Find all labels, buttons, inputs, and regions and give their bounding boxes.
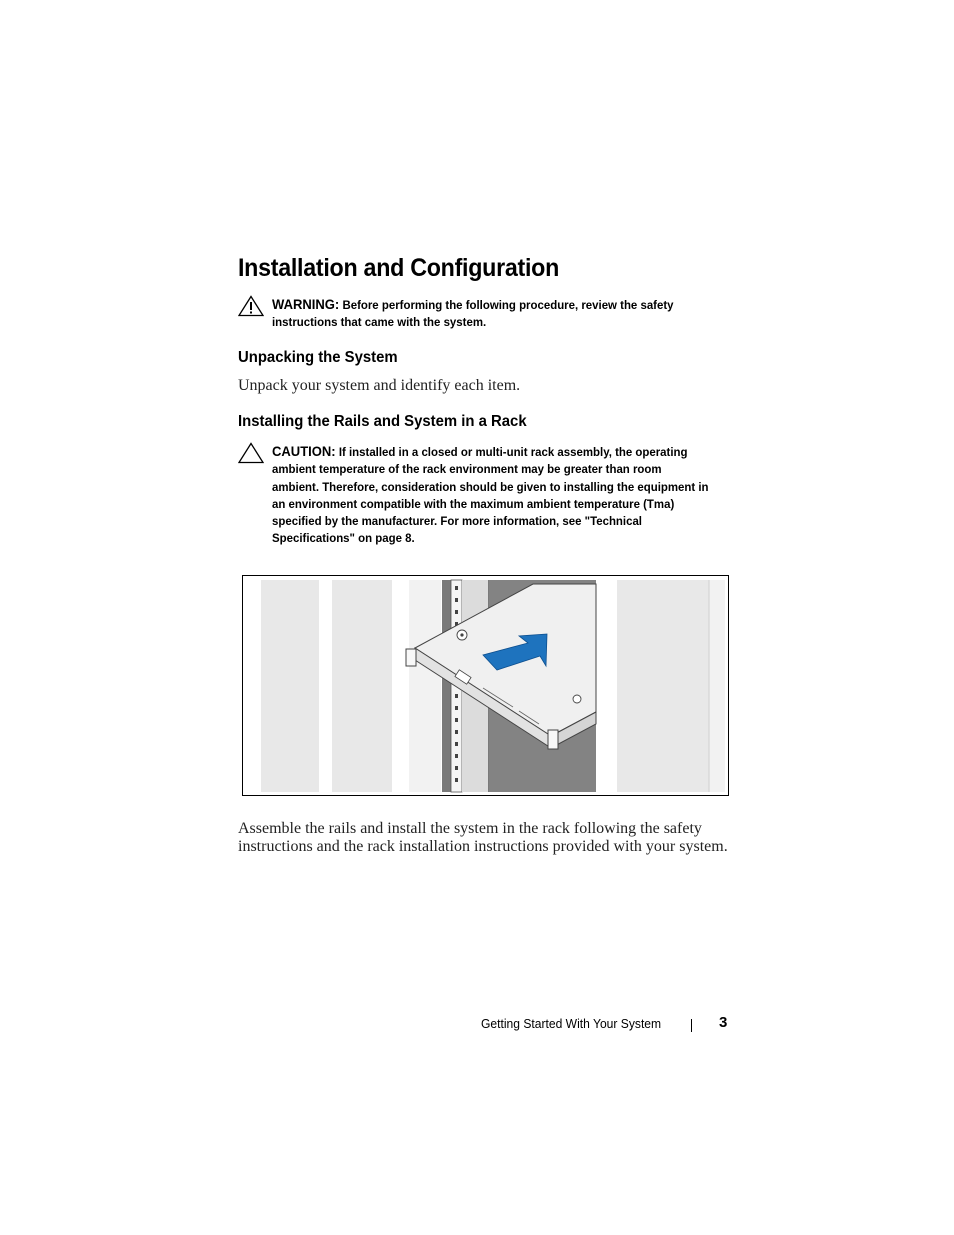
rack-installation-figure bbox=[242, 575, 729, 796]
server-rack-illustration bbox=[243, 576, 728, 795]
page-number: 3 bbox=[719, 1014, 728, 1031]
caution-text bbox=[272, 443, 709, 548]
unpacking-body: Unpack your system and identify each item. bbox=[238, 377, 521, 394]
warning-body: Before performing the following procedure, review the safety instructions that came with the system. bbox=[272, 298, 674, 330]
warning-label: WARNING: bbox=[272, 296, 340, 312]
warning-triangle-icon bbox=[238, 295, 264, 317]
section-title-unpacking: Unpacking the System bbox=[238, 349, 398, 366]
caution-notice bbox=[238, 442, 738, 552]
page-title: Installation and Configuration bbox=[238, 254, 559, 282]
warning-text bbox=[272, 296, 709, 332]
warning-notice bbox=[238, 295, 738, 335]
footer-title: Getting Started With Your System bbox=[481, 1016, 662, 1031]
caution-triangle-icon bbox=[238, 442, 264, 464]
section-title-rails: Installing the Rails and System in a Rack bbox=[238, 413, 527, 430]
assembly-instructions: Assemble the rails and install the system in the rack following the safety instructions and the rack installation instructions provided with your system. bbox=[238, 820, 728, 855]
caution-label: CAUTION: bbox=[272, 443, 336, 459]
caution-body: If installed in a closed or multi-unit rack assembly, the operating ambient temperature of the rack environment may be greater than room ambient. Therefore, consideration should be given to installing the equipment in an environment compatible with the maximum ambient temperature (Tma) specified by the manufacturer. For more information, see "Technical Specifications" on page 8. bbox=[272, 445, 709, 546]
footer-separator bbox=[691, 1019, 692, 1032]
